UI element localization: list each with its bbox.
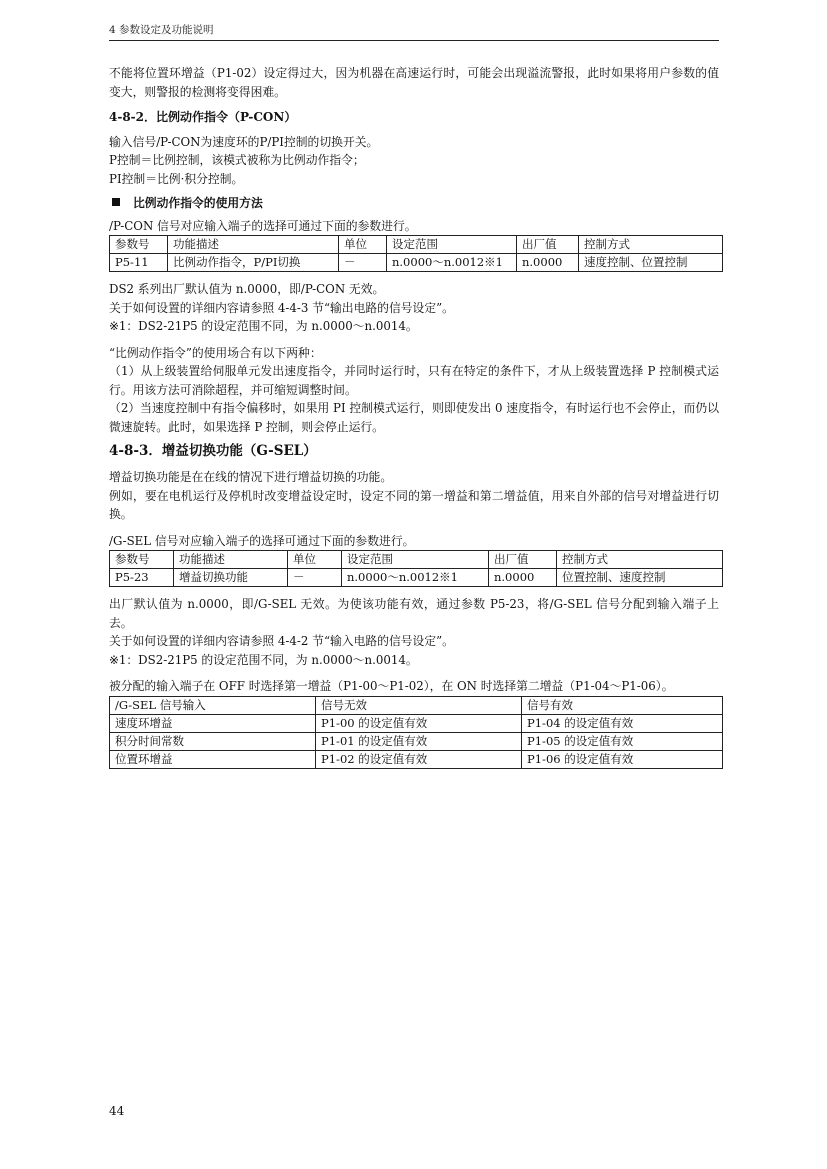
table-cell: P1-00 的设定值有效: [316, 714, 522, 732]
table-header-cell: 设定范围: [342, 551, 489, 569]
table-cell: n.0000～n.0012※1: [387, 254, 517, 272]
table-cell: 位置控制、速度控制: [557, 569, 723, 587]
table-cell: P5-23: [110, 569, 174, 587]
table-header-cell: 单位: [288, 551, 342, 569]
table-header-cell: 功能描述: [174, 551, 288, 569]
table-header-cell: 出厂值: [517, 236, 579, 254]
page-number: 44: [109, 1104, 125, 1118]
table-cell: P1-04 的设定值有效: [522, 714, 723, 732]
table-cell: 增益切换功能: [174, 569, 288, 587]
table-header-row: [110, 551, 723, 569]
table-row: [110, 714, 723, 732]
pcon-line: P控制＝比例控制，该模式被称为比例动作指令；: [109, 153, 365, 167]
usage-item-1: （1）从上级装置给伺服单元发出速度指令，并同时运行时，只有在特定的条件下，才从上级装置选择 P 控制模式运行。用该方法可消除超程，并可缩短调整时间。: [109, 364, 719, 397]
table-cell: P1-02 的设定值有效: [316, 750, 522, 768]
table-cell: P1-06 的设定值有效: [522, 750, 723, 768]
table-header-cell: 出厂值: [489, 551, 557, 569]
table-cell: 位置环增益: [110, 750, 316, 768]
intro-paragraph: 不能将位置环增益（P1-02）设定得过大，因为机器在高速运行时，可能会出现溢流警报，此时如果将用户参数的值变大，则警报的检测将变得困难。: [109, 66, 719, 99]
table-header-row: [110, 696, 723, 714]
table-header-row: [110, 236, 723, 254]
table-cell: n.0000～n.0012※1: [342, 569, 489, 587]
table-cell: －: [288, 569, 342, 587]
table-cell: 积分时间常数: [110, 732, 316, 750]
table-header-cell: 信号无效: [316, 696, 522, 714]
table-cell: n.0000: [489, 569, 557, 587]
running-header: 4 参数设定及功能说明: [109, 24, 214, 36]
usage-intro: “比例动作指令”的使用场合有以下两种：: [109, 345, 322, 360]
square-bullet-icon: [112, 198, 120, 206]
gsel-note: 出厂默认值为 n.0000，即/G-SEL 无效。为使该功能有效，通过参数 P5-23，将/G-SEL 信号分配到输入端子上去。: [109, 597, 719, 630]
gsel-line: 增益切换功能是在在线的情况下进行增益切换的功能。: [109, 470, 393, 484]
table-cell: P1-01 的设定值有效: [316, 732, 522, 750]
table-cell: －: [339, 254, 387, 272]
pcon-parameter-table: [109, 235, 723, 272]
table-header-cell: 控制方式: [557, 551, 723, 569]
gsel-note: 关于如何设置的详细内容请参照 4-4-2 节“输入电路的信号设定”。: [109, 634, 454, 648]
section-heading-pcon: 4-8-2．比例动作指令（P-CON）: [109, 110, 297, 124]
table-cell: P5-11: [110, 254, 168, 272]
table-cell: 速度控制、位置控制: [579, 254, 723, 272]
gsel-table-caption: /G-SEL 信号对应输入端子的选择可通过下面的参数进行。: [109, 533, 415, 548]
table-header-cell: /G-SEL 信号输入: [110, 696, 316, 714]
gsel-parameter-table: [109, 550, 723, 587]
gain-switch-description: 被分配的输入端子在 OFF 时选择第一增益（P1-00～P1-02），在 ON 时选择第二增益（P1-04～P1-06）。: [109, 679, 674, 693]
gsel-line: 例如，要在电机运行及停机时改变增益设定时，设定不同的第一增益和第二增益值，用来自外部的信号对增益进行切换。: [109, 488, 719, 521]
table-header-cell: 参数号: [110, 551, 174, 569]
header-rule: [109, 40, 719, 41]
gain-switch-table: [109, 696, 723, 769]
pcon-line: 输入信号/P-CON为速度环的P/PI控制的切换开关。: [109, 134, 379, 149]
usage-item-2: （2）当速度控制中有指令偏移时，如果用 PI 控制模式运行，则即使发出 0 速度指令，有时运行也不会停止，而仍以微速旋转。此时，如果选择 P 控制，则会停止运行。: [109, 401, 719, 434]
table-cell: P1-05 的设定值有效: [522, 732, 723, 750]
pcon-note: ※1：DS2-21P5 的设定范围不同，为 n.0000～n.0014。: [109, 319, 418, 333]
pcon-note: 关于如何设置的详细内容请参照 4-4-3 节“输出电路的信号设定”。: [109, 300, 454, 315]
table-cell: n.0000: [517, 254, 579, 272]
table-cell: 比例动作指令，P/PI切换: [168, 254, 339, 272]
table-header-cell: 功能描述: [168, 236, 339, 254]
gsel-note: ※1：DS2-21P5 的设定范围不同，为 n.0000～n.0014。: [109, 652, 418, 667]
table-row: [110, 750, 723, 768]
bullet-heading: [109, 194, 719, 213]
table-header-cell: 信号有效: [522, 696, 723, 714]
table-header-cell: 单位: [339, 236, 387, 254]
pcon-table-caption: /P-CON 信号对应输入端子的选择可通过下面的参数进行。: [109, 218, 417, 233]
table-header-cell: 参数号: [110, 236, 168, 254]
table-cell: 速度环增益: [110, 714, 316, 732]
table-header-cell: 设定范围: [387, 236, 517, 254]
table-row: [110, 254, 723, 272]
table-header-cell: 控制方式: [579, 236, 723, 254]
pcon-note: DS2 系列出厂默认值为 n.0000，即/P-CON 无效。: [109, 282, 385, 296]
bullet-heading-text: 比例动作指令的使用方法: [133, 196, 263, 210]
table-row: [110, 732, 723, 750]
section-heading-gsel: 4-8-3．增益切换功能（G-SEL）: [109, 443, 317, 459]
page-content: [109, 64, 719, 769]
pcon-line: PI控制＝比例·积分控制。: [109, 171, 244, 186]
table-row: [110, 569, 723, 587]
